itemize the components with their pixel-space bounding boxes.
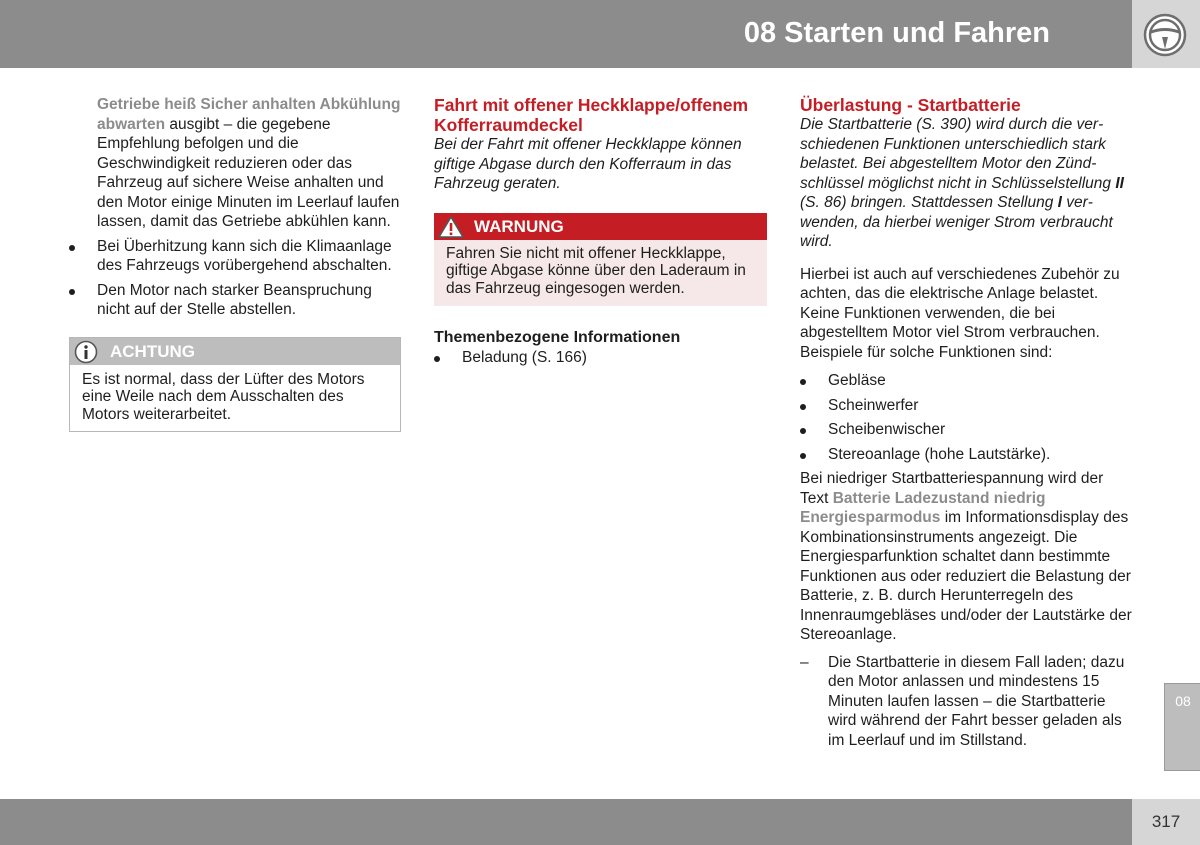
display-message: Getriebe heiß Sicher anhalten Abkühlung abwarten bbox=[97, 96, 401, 133]
chapter-side-tab[interactable] bbox=[1164, 683, 1200, 771]
achtung-box bbox=[69, 337, 401, 433]
bullet-list bbox=[800, 371, 1135, 464]
warnung-box bbox=[434, 213, 767, 307]
paragraph: Hierbei ist auch auf verschiedenes Zubehör zu achten, das die elektrische Anlage belastet. Keine Funktionen verwenden, die bei abgestelltem Motor viel Strom verbrauchen. Beispiele für solche Funktionen sind: bbox=[800, 265, 1120, 361]
bullet-icon bbox=[800, 453, 806, 459]
chapter-tab-label: 08 bbox=[1175, 693, 1191, 709]
page-footer bbox=[0, 799, 1132, 845]
info-icon bbox=[73, 340, 99, 364]
section-intro: Die Startbatterie (S. 390) wird durch die verschiedenen Funktionen unterschiedlich stark belastet. Bei abgestelltem Motor den Zündschlüssel möglichst nicht in Schlüsselstellung II (S. 86) bringen. Stattdessen Stellung I verwenden, da hierbei weniger Strom verbraucht wird. bbox=[800, 116, 1124, 250]
list-item: Gebläse bbox=[800, 371, 1135, 391]
dash-list bbox=[800, 653, 1135, 751]
list-item[interactable] bbox=[434, 348, 767, 368]
bullet-icon bbox=[800, 379, 806, 385]
page-number: 317 bbox=[1132, 799, 1200, 845]
list-item: Stereoanlage (hohe Lautstärke). bbox=[800, 445, 1135, 465]
achtung-text: Es ist normal, dass der Lüfter des Motors eine Weile nach dem Ausschalten des Motors weiterarbeitet. bbox=[70, 365, 400, 432]
section-heading: Fahrt mit offener Heckklappe/offenem Kofferraumdeckel bbox=[434, 95, 749, 135]
bullet-icon bbox=[69, 289, 75, 295]
list-item: Den Motor nach starker Beanspruchung nicht auf der Stelle abstellen. bbox=[69, 281, 401, 320]
bullet-icon bbox=[800, 428, 806, 434]
steering-wheel-icon bbox=[1143, 13, 1187, 57]
chapter-title: 08 Starten und Fahren bbox=[743, 17, 1050, 49]
warnung-header bbox=[434, 213, 767, 240]
list-item: Scheinwerfer bbox=[800, 396, 1135, 416]
list-item: Bei Überhitzung kann sich die Klimaanlage des Fahrzeugs vorübergehend abschalten. bbox=[69, 237, 401, 276]
list-item: Scheibenwischer bbox=[800, 420, 1135, 440]
section-heading: Überlastung - Startbatterie bbox=[800, 95, 1021, 115]
page-header bbox=[0, 0, 1132, 68]
chapter-icon-box bbox=[1132, 0, 1200, 68]
intro-paragraph bbox=[69, 95, 401, 232]
list-item: – Die Startbatterie in diesem Fall laden; dazu den Motor anlassen und mindestens 15 Minuten laufen lassen – die Startbatterie wird während der Fahrt besser geladen als im Leerlauf und im Stillstand. bbox=[800, 653, 1125, 749]
section-intro: Bei der Fahrt mit offener Heckklappe können giftige Abgase durch den Kofferraum in das Fahrzeug geraten. bbox=[434, 136, 742, 192]
column-2 bbox=[434, 95, 767, 367]
achtung-label: ACHTUNG bbox=[110, 341, 195, 361]
warnung-label: WARNUNG bbox=[474, 216, 564, 236]
related-list bbox=[434, 348, 767, 368]
intro-text: ausgibt – die gegebene Empfehlung befolgen und die Geschwindigkeit reduzieren oder das Fahrzeug auf sichere Weise anhalten und den Motor einige Minuten im Leerlauf laufen lassen, damit das Getriebe abkühlen kann. bbox=[97, 115, 400, 230]
column-1 bbox=[69, 95, 401, 432]
column-3 bbox=[800, 95, 1135, 750]
paragraph: Bei niedriger Startbatteriespannung wird der Text Batterie Ladezustand niedrig Energiesparmodus im Informationsdisplay des Kombinationsinstruments angezeigt. Die Energiesparfunktion schaltet dann bestimmte Funktionen aus oder reduziert die Belastung der Batterie, z. B. durch Herunterregeln des Innenraumgebläses und/oder der Lautstärke der Stereoanlage. bbox=[800, 470, 1132, 643]
achtung-header bbox=[70, 338, 400, 365]
dash-icon: – bbox=[800, 653, 809, 671]
warnung-text: Fahren Sie nicht mit offener Heckklappe, giftige Abgase könne über den Laderaum in das Fahrzeug eingesogen werden. bbox=[434, 240, 767, 307]
display-message: Batterie Ladezustand niedrig Energiesparmodus bbox=[800, 489, 1046, 526]
related-heading: Themenbezogene Informationen bbox=[434, 329, 681, 346]
bullet-icon bbox=[434, 356, 440, 362]
warning-triangle-icon bbox=[437, 215, 465, 239]
related-link[interactable]: Beladung (S. 166) bbox=[462, 348, 587, 366]
bullet-list bbox=[69, 237, 401, 320]
bullet-icon bbox=[69, 245, 75, 251]
bullet-icon bbox=[800, 404, 806, 410]
